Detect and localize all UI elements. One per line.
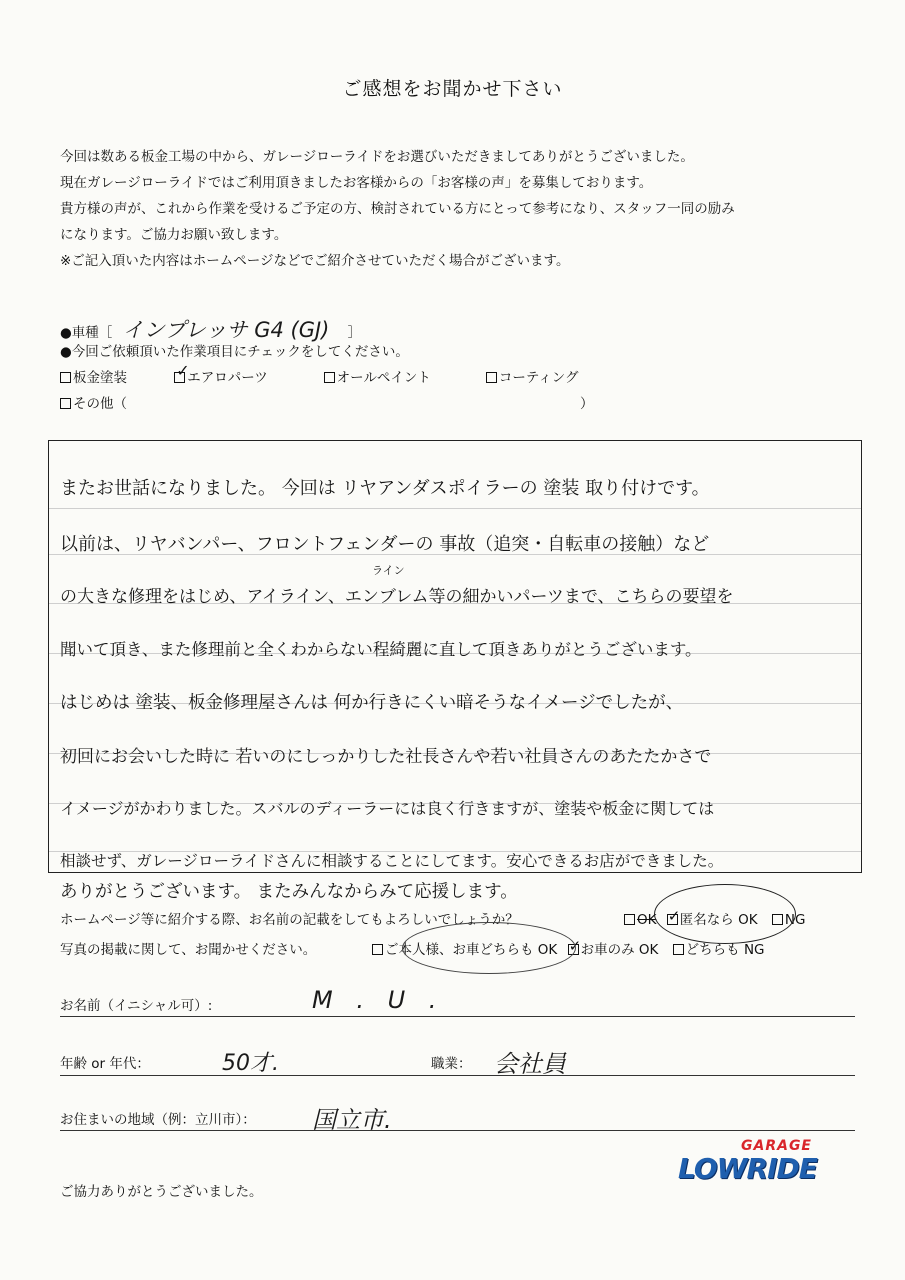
logo-garage-text: GARAGE [741,1138,812,1154]
vehicle-value: インプレッサ G4 (GJ) [122,318,330,342]
comment-line: 相談せず、ガレージローライドさんに相談することにしてます。安心できるお店ができました。 [60,852,724,870]
page-title: ご感想をお聞かせ下さい [342,78,563,100]
work-option-aero[interactable]: エアロパーツ ✓ [176,361,268,386]
intro-line: 貴方様の声が、これから作業を受けるご予定の方、検討されている方にとって参考になり、スタッフ一同の励み [60,201,735,217]
intro-text [60,144,860,274]
comment-annotation: ライン [372,564,405,577]
checkmark-icon: ✓ [568,937,582,955]
work-other-close: ） [580,396,594,412]
homepage-option-anonymous[interactable]: 匿名なら OK ✓ [667,907,758,928]
checkbox-icon [486,372,497,383]
intro-line: になります。ご協力お願い致します。 [60,227,288,243]
homepage-question: ホームページ等に紹介する際、お名前の記載をしてもよろしいでしょうか？ [60,912,519,928]
work-other[interactable]: その他（ [60,392,127,412]
comment-line: の大きな修理をはじめ、アイライン、エンブレム等の細かいパーツまで、こちらの要望を [60,587,734,607]
vehicle-close: ］ [347,325,362,341]
checkbox-icon [60,372,71,383]
intro-line: 今回は数ある板金工場の中から、ガレージローライドをお選びいただきましてありがとうございました。 [60,149,694,165]
job-value: 会社員 [494,1050,566,1078]
name-underline [60,1016,855,1017]
comment-line: 聞いて頂き、また修理前と全くわからない程綺麗に直して頂きありがとうございます。 [60,640,702,659]
comment-line: またお世話になりました。 今回は リヤアンダスポイラーの 塗装 取り付けです。 [60,478,710,499]
age-job-underline [60,1075,855,1076]
work-prompt: ●今回ご依頼頂いた作業項目にチェックをしてください。 [60,344,409,360]
work-option-allpaint[interactable]: オールペイント [324,366,482,386]
area-underline [60,1130,855,1131]
circle-mark [654,884,796,944]
comment-line: 初回にお会いした時に 若いのにしっかりした社長さんや若い社員さんのあたたかさで [60,747,712,767]
footer-thanks: ご協力ありがとうございました。 [60,1184,263,1200]
age-label: 年齢 or 年代： [60,1056,150,1072]
work-option-bankin[interactable]: 板金塗装 [60,366,170,386]
area-value: 国立市. [312,1106,392,1134]
work-options [60,361,579,386]
name-value: M . U . [312,986,445,1014]
intro-line: ※ご記入頂いた内容はホームページなどでご紹介させていただく場合がございます。 [60,253,570,269]
checkmark-icon: ✓ [176,361,190,380]
comment-line: 以前は、リヤバンパー、フロントフェンダーの 事故（追突・自転車の接触）など [60,534,710,555]
job-label: 職業： [431,1056,472,1072]
photo-option-car-only[interactable]: お車のみ OK ✓ [568,937,659,958]
intro-line: 現在ガレージローライドではご利用頂きましたお客様からの「お客様の声」を募集しております。 [60,175,653,191]
comment-line: はじめは 塗装、板金修理屋さんは 何か行きにくい暗そうなイメージでしたが、 [60,693,684,713]
photo-question: 写真の掲載に関して、お聞かせください。 [60,942,317,958]
photo-option-ng[interactable]: どちらも NG [673,942,765,958]
checkbox-icon [673,944,684,955]
homepage-option-ng[interactable]: NG [772,912,806,928]
area-label: お住まいの地域（例：立川市）： [60,1112,256,1128]
checkbox-icon [372,944,383,955]
circle-mark [402,922,576,974]
logo-lowride-text: LOWRIDE [678,1152,817,1185]
checkmark-icon: ✓ [667,907,681,925]
garage-lowride-logo [678,1138,818,1194]
checkbox-icon [624,914,635,925]
age-value: 50才. [222,1051,279,1076]
name-label: お名前（イニシャル可）: [60,998,213,1014]
checkbox-icon [324,372,335,383]
vehicle-label: ●車種［ [60,325,113,341]
comment-line: イメージがかわりました。スバルのディーラーには良く行きますが、塗装や板金に関しては [60,799,715,818]
ruled-line [49,508,861,509]
homepage-option-ok[interactable]: OK [624,912,656,928]
work-option-coating[interactable]: コーティング [486,366,579,386]
photo-option-both[interactable]: ご本人様、お車どちらも OK [372,942,557,958]
comment-line: ありがとうございます。 またみんなからみて応援します。 [60,882,518,902]
checkbox-icon [60,398,71,409]
